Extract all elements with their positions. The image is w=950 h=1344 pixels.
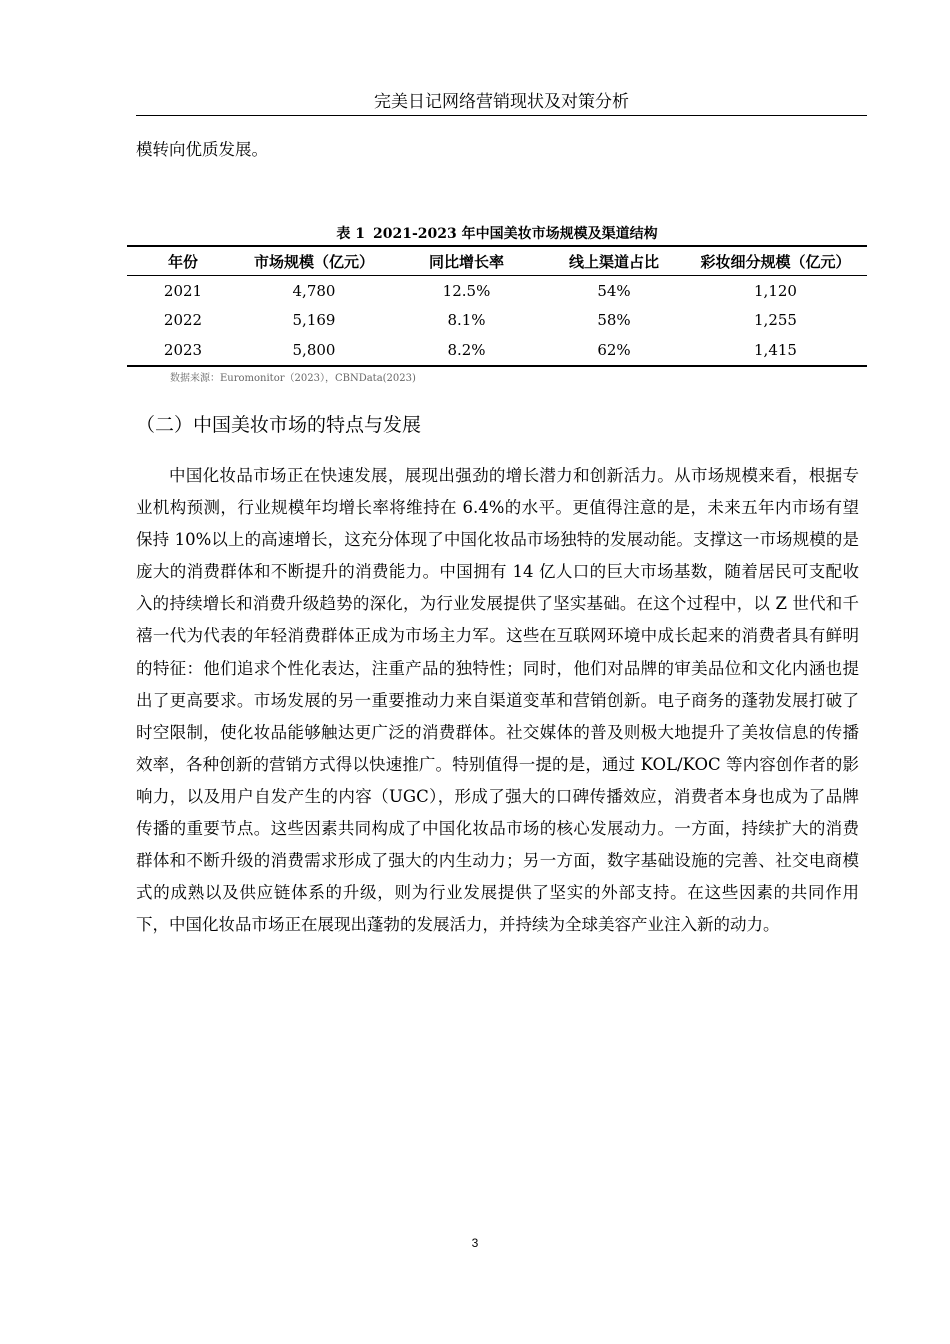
- page-header-title: 完美日记网络营销现状及对策分析: [374, 92, 629, 112]
- column-header: 年份: [127, 246, 239, 276]
- market-size-table: [127, 245, 867, 367]
- column-header: 市场规模（亿元）: [239, 246, 389, 276]
- column-header: 彩妆细分规模（亿元）: [684, 246, 867, 276]
- table-caption-title: 2021-2023 年中国美妆市场规模及渠道结构: [373, 226, 658, 242]
- continuation-text: 模转向优质发展。: [136, 140, 268, 159]
- column-header: 同比增长率: [389, 246, 544, 276]
- table-cell: 12.5%: [442, 281, 491, 300]
- header-divider: [136, 115, 867, 116]
- table-cell: 4,780: [292, 281, 336, 300]
- table-cell: 1,415: [684, 335, 867, 366]
- table-cell: 1,120: [754, 281, 797, 300]
- table-source-note: 数据来源：Euromonitor（2023），CBNData(2023): [170, 373, 416, 384]
- column-header: 线上渠道占比: [544, 246, 684, 276]
- table-cell: 8.2%: [389, 335, 544, 366]
- table-row: [127, 335, 867, 366]
- body-paragraph: 中国化妆品市场正在快速发展，展现出强劲的增长潜力和创新活力。从市场规模来看，根据专业机构预测，行业规模年均增长率将维持在 6.4%的水平。更值得注意的是，未来五年内市场有望保持 10%以上的高速增长，这充分体现了中国化妆品市场独特的发展动能。支撑这一市场规模的是庞大的消费群体和不断提升的消费能力。中国拥有 14 亿人口的巨大市场基数，随着居民可支配收入的持续增长和消费升级趋势的深化，为行业发展提供了坚实基础。在这个过程中，以 Z 世代和千禧一代为代表的年轻消费群体正成为市场主力军。这些在互联网环境中成长起来的消费者具有鲜明的特征：他们追求个性化表达，注重产品的独特性；同时，他们对品牌的审美品位和文化内涵也提出了更高要求。市场发展的另一重要推动力来自渠道变革和营销创新。电子商务的蓬勃发展打破了时空限制，使化妆品能够触达更广泛的消费群体。社交媒体的普及则极大地提升了美妆信息的传播效率，各种创新的营销方式得以快速推广。特别值得一提的是，通过 KOL/KOC 等内容创作者的影响力，以及用户自发产生的内容（UGC），形成了强大的口碑传播效应，消费者本身也成为了品牌传播的重要节点。这些因素共同构成了中国化妆品市场的核心发展动力。一方面，持续扩大的消费群体和不断升级的消费需求形成了强大的内生动力；另一方面，数字基础设施的完善、社交电商模式的成熟以及供应链体系的升级，则为行业发展提供了坚实的外部支持。在这些因素的共同作用下，中国化妆品市场正在展现出蓬勃的发展活力，并持续为全球美容产业注入新的动力。: [136, 466, 859, 935]
- table-cell: 2023: [127, 335, 239, 366]
- table-cell: 2021: [163, 281, 203, 300]
- section-heading: （二）中国美妆市场的特点与发展: [136, 414, 422, 436]
- table-cell: 54%: [597, 281, 631, 300]
- table-caption: [127, 224, 867, 244]
- table-cell: 5,800: [239, 335, 389, 366]
- table-cell: 62%: [544, 335, 684, 366]
- page-number: 3: [471, 1236, 479, 1250]
- table-cell: 2022: [163, 311, 203, 330]
- table-cell: 8.1%: [447, 311, 486, 330]
- table-row: [127, 306, 867, 336]
- table-row: [127, 276, 867, 306]
- table-caption-label: 表 1: [336, 226, 365, 242]
- table-cell: 5,169: [292, 311, 336, 330]
- table-cell: 58%: [597, 311, 631, 330]
- table-header-row: [127, 246, 867, 276]
- table-cell: 1,255: [754, 311, 797, 330]
